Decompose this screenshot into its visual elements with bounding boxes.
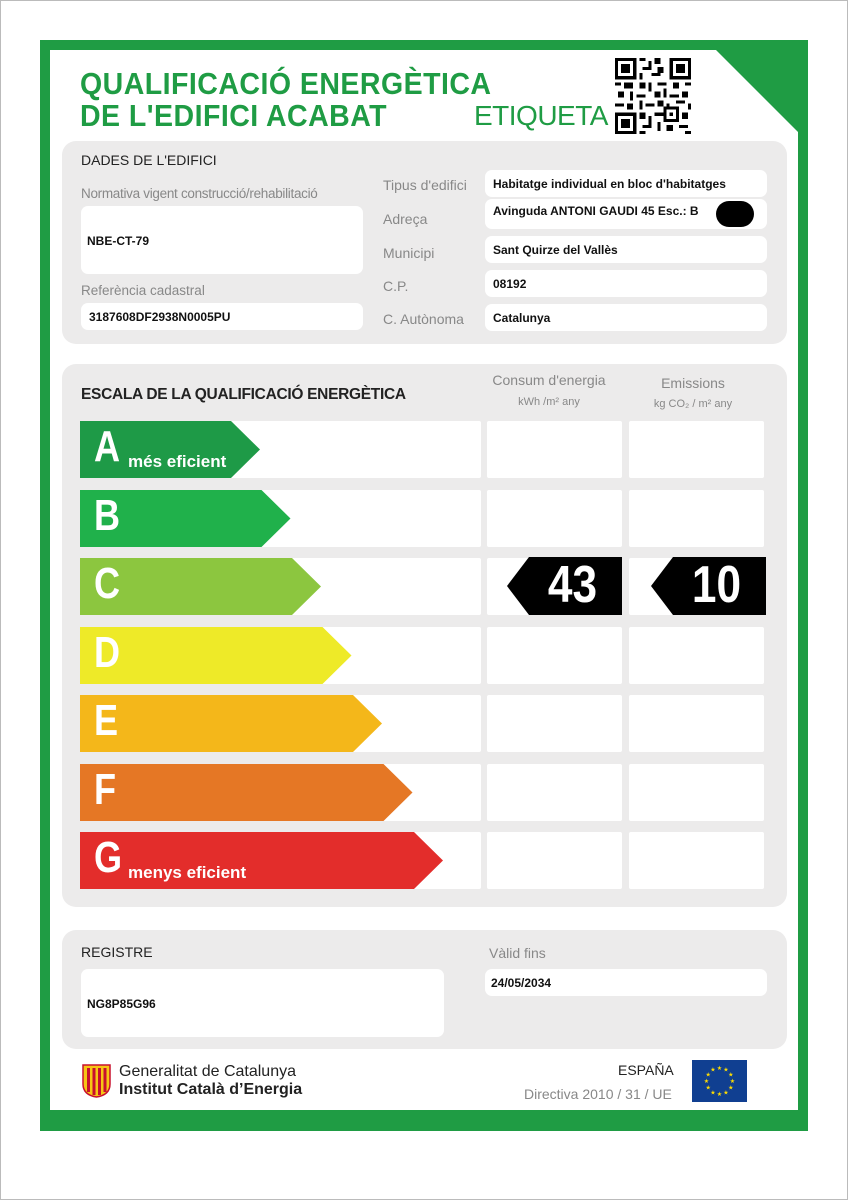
emissions-unit: kg CO₂ / m² any [653,398,733,410]
eu-star-icon: ★ [703,1079,710,1085]
registre-section-title: REGISTRE [81,944,153,960]
class-text-g: menys eficient [128,863,247,882]
org-line-1: Generalitat de Catalunya [119,1063,296,1080]
title-line-2: DE L'EDIFICI ACABAT [80,98,388,133]
emissions-rating-value: 10 [691,556,742,614]
etiqueta-label: ETIQUETA [474,100,608,131]
scale-section-title: ESCALA DE LA QUALIFICACIÓ ENERGÈTICA [81,386,406,403]
adreca-label: Adreça [383,211,428,227]
class-arrow-e [80,695,382,752]
valid-value: 24/05/2034 [491,976,552,990]
class-letter-g: G [94,833,123,882]
class-letter-d: D [94,628,121,677]
emissions-cell-g [629,832,764,889]
autonoma-label: C. Autònoma [383,311,464,327]
emissions-cell-f [629,764,764,821]
eu-star-icon: ★ [716,1092,723,1098]
consum-cell-g [487,832,622,889]
class-letter-a: A [94,422,121,471]
corner-triangle [706,40,808,142]
eu-star-icon: ★ [710,1067,716,1074]
tipus-value: Habitatge individual en bloc d'habitatges [493,177,726,191]
referencia-label: Referència cadastral [81,283,205,298]
eu-star-icon: ★ [728,1085,734,1092]
generalitat-logo-icon [82,1064,111,1098]
referencia-value: 3187608DF2938N0005PU [89,310,231,324]
emissions-cell-d [629,627,764,684]
class-letter-b: B [94,491,121,540]
eu-star-icon: ★ [705,1072,711,1079]
building-section-title: DADES DE L'EDIFICI [81,152,217,168]
registre-value: NG8P85G96 [87,997,156,1011]
adreca-value: Avinguda ANTONI GAUDI 45 Esc.: B [493,204,699,218]
country-label: ESPAÑA [618,1062,674,1078]
emissions-header: Emissions [661,375,725,391]
consum-rating-value: 43 [547,556,598,614]
class-arrow-d [80,627,352,684]
redaction-mark [716,201,754,227]
consum-cell-d [487,627,622,684]
tipus-label: Tipus d'edifici [383,177,467,193]
eu-star-icon: ★ [723,1067,729,1074]
eu-star-icon: ★ [723,1090,729,1097]
consum-unit: kWh /m² any [518,396,580,408]
consum-cell-a [487,421,622,478]
eu-star-icon: ★ [729,1079,736,1085]
eu-star-icon: ★ [705,1085,711,1092]
consum-cell-f [487,764,622,821]
eu-star-icon: ★ [710,1090,716,1097]
cp-field [485,270,767,297]
consum-cell-b [487,490,622,547]
cp-value: 08192 [493,277,527,291]
class-text-a: més eficient [128,452,227,471]
normativa-label: Normativa vigent construcció/rehabilitació [81,186,318,201]
directive-label: Directiva 2010 / 31 / UE [524,1086,672,1102]
cp-label: C.P. [383,278,409,294]
class-arrow-f [80,764,413,821]
emissions-cell-e [629,695,764,752]
emissions-cell-b [629,490,764,547]
valid-label: Vàlid fins [489,945,546,961]
consum-cell-e [487,695,622,752]
eu-star-icon: ★ [728,1072,734,1079]
municipi-value: Sant Quirze del Vallès [493,243,618,257]
qr-code-icon[interactable] [614,58,692,134]
title-line-1: QUALIFICACIÓ ENERGÈTICA [80,66,492,101]
emissions-cell-a [629,421,764,478]
autonoma-value: Catalunya [493,311,551,325]
municipi-label: Municipi [383,245,435,261]
class-letter-f: F [94,765,117,814]
normativa-value: NBE-CT-79 [87,234,150,248]
class-letter-e: E [94,696,119,745]
class-letter-c: C [94,559,121,608]
eu-star-icon: ★ [716,1066,723,1072]
org-line-2: Institut Català d’Energia [119,1081,303,1098]
eu-flag-icon [692,1060,747,1102]
consum-header: Consum d'energia [492,372,606,388]
